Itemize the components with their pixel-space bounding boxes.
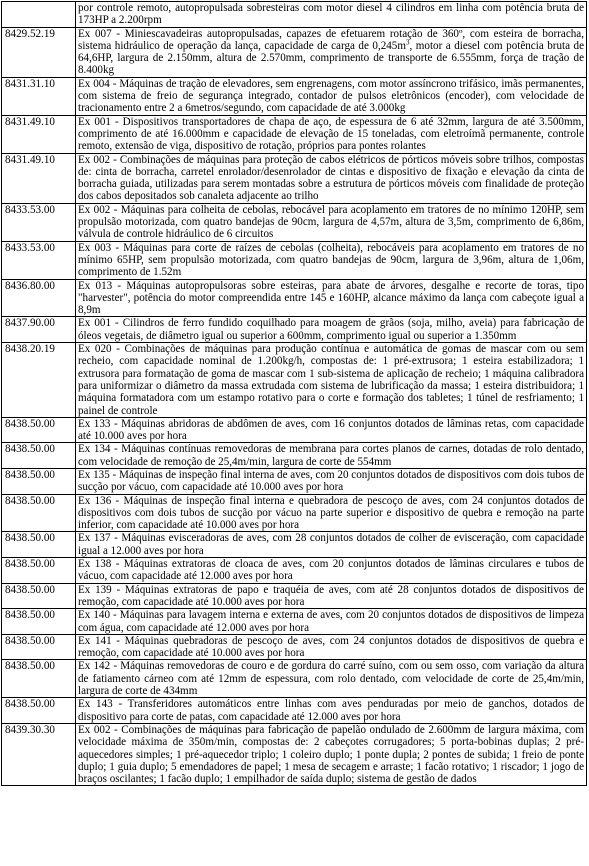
item-description-part: Ex 007 - Miniescavadeiras autopropulsadas, capazes de efetuarem rotação de 360º, com esteira de borracha, sistema hidráulico de operação da lança, capacidade de carga de 0,245m — [78, 27, 584, 52]
ncm-code: 8436.80.00 — [2, 279, 76, 317]
table-row — [2, 153, 587, 203]
table-row — [2, 660, 587, 698]
table-row — [2, 634, 587, 660]
tariff-document — [1, 1, 587, 786]
item-description: Ex 002 - Combinações de máquinas para proteção de cabos elétricos de pórticos móveis sobre trilhos, compostas de: cinta de borracha, carretel enrolador/desenrolador de cintas e dispositivo de fixação e elevação da cinta de borracha guiada, utilizadas para serem montadas sobre a estrutura de pórticos móveis com finalidade de proteção dos cabos depositados sob canaleta adjacente ao trilho — [76, 153, 587, 203]
item-description: Ex 138 - Máquinas extratoras de cloaca de aves, com 20 conjuntos dotados de lâminas circulares e tubos de vácuo, com capacidade até 12.000 aves por hora — [76, 558, 587, 584]
ncm-code: 8433.53.00 — [2, 203, 76, 241]
item-description: Ex 004 - Máquinas de tração de elevadores, sem engrenagens, com motor assíncrono trifásico, imãs permanentes, com sistema de freio de segurança integrado, contador de pulsos eletrônicos (encoder), com velocidade de tracionamento entre 2 a 6metros/segundo, com capacidade de até 3.000kg — [76, 77, 587, 115]
item-description: Ex 139 - Máquinas extratoras de papo e traquéia de aves, com até 28 conjuntos dotados de dispositivos de remoção, com capacidade até 10.000 aves por hora — [76, 583, 587, 609]
item-description: Ex 002 - Combinações de máquinas para fabricação de papelão ondulado de 2.600mm de largura máxima, com velocidade máxima de 350m/min, compostas de: 2 cabeçotes corrugadores; 5 porta-bobinas duplas; 2 pré-aquecedores simples; 1 pré-aquecedor triplo; 1 coleiro duplo; 1 ponte dupla; 2 pontes de subida; 1 freio de ponte duplo; 1 guia duplo; 5 emendadores de papel; 1 mesa de secagem e arraste; 1 facão rotativo; 1 riscador; 1 jogo de braços oscilantes; 1 facão duplo; 1 empilhador de saída duplo; sistema de gestão de dados — [76, 723, 587, 785]
tariff-table — [1, 1, 587, 786]
table-row — [2, 468, 587, 494]
table-row — [2, 532, 587, 558]
table-row — [2, 723, 587, 785]
item-description: Ex 020 - Combinações de máquinas para produção contínua e automática de gomas de mascar com ou sem recheio, com capacidade nominal de 1.200kg/h, compostas de: 1 pré-extrusora; 1 esteira estabilizadora; 1 extrusora para formatação de goma de mascar com 1 sub-sistema de aplicação de recheio; 1 máquina calibradora para uniformizar o diâmetro da massa extrudada com sistema de lubrificação da massa; 1 esteira distribuidora; 1 máquina formatadora com um estampo rotativo para o corte e formação dos tabletes; 1 túnel de resfriamento; 1 painel de controle — [76, 343, 587, 418]
item-description: Ex 143 - Transferidores automáticos entre linhas com aves penduradas por meio de ganchos, dotados de dispositivo para corte de patas, com capacidade até 12.000 aves por hora — [76, 698, 587, 724]
ncm-code: 8438.50.00 — [2, 558, 76, 584]
ncm-code: 8429.52.19 — [2, 27, 76, 77]
superscript-exponent: 3 — [406, 38, 410, 47]
table-row — [2, 241, 587, 279]
ncm-code: 8439.30.30 — [2, 723, 76, 785]
table-row — [2, 203, 587, 241]
item-description: Ex 003 - Máquinas para corte de raízes de cebolas (colheita), rebocáveis para acoplamento em tratores de no mínimo 65HP, sem propulsão motorizada, com quatro bandejas de 90cm, largura de 3,96m, altura de 1,06m, comprimento de 1.52m — [76, 241, 587, 279]
item-description — [76, 27, 587, 77]
item-description: Ex 137 - Máquinas evisceradoras de aves, com 28 conjuntos dotados de colher de evisceração, com capacidade igual a 12.000 aves por hora — [76, 532, 587, 558]
table-row — [2, 494, 587, 532]
ncm-code: 8438.50.00 — [2, 698, 76, 724]
table-row — [2, 27, 587, 77]
table-row — [2, 558, 587, 584]
ncm-code: 8438.50.00 — [2, 583, 76, 609]
table-row — [2, 343, 587, 418]
ncm-code: 8438.50.00 — [2, 443, 76, 469]
item-description: Ex 002 - Máquinas para colheita de cebolas, rebocável para acoplamento em tratores de no mínimo 120HP, sem propulsão motorizada, com quatro bandejas de 90cm, largura de 4,57m, altura de 3,5m, comprimento de 6,86m, válvula de controle hidráulico de 6 circuitos — [76, 203, 587, 241]
table-row — [2, 317, 587, 343]
item-description: Ex 135 - Máquinas de inspeção final interna de aves, com 20 conjuntos dotados de dispositivos com dois tubos de sucção por vácuo, com capacidade até 10.000 aves por hora — [76, 468, 587, 494]
item-description: por controle remoto, autopropulsada sobresteiras com motor diesel 4 cilindros em linha com potência bruta de 173HP a 2.200rpm — [76, 2, 587, 28]
ncm-code: 8438.50.00 — [2, 532, 76, 558]
ncm-code: 8438.50.00 — [2, 494, 76, 532]
item-description: Ex 136 - Máquinas de inspeção final interna e quebradora de pescoço de aves, com 24 conjuntos dotados de dispositivos com dois tubos de sucção por vácuo na parte superior e dispositivo de quebra e remoção na parte inferior, com capacidade até 10.000 aves por hora — [76, 494, 587, 532]
ncm-code: 8437.90.00 — [2, 317, 76, 343]
table-row — [2, 443, 587, 469]
table-row — [2, 698, 587, 724]
item-description: Ex 142 - Máquinas removedoras de couro e de gordura do carré suíno, com ou sem osso, com variação da altura de fatiamento cárneo com até 12mm de espessura, com rolo dentado, com velocidade de corte de 25,4m/min, largura de corte de 434mm — [76, 660, 587, 698]
table-row — [2, 609, 587, 635]
table-row — [2, 583, 587, 609]
item-description: Ex 001 - Dispositivos transportadores de chapa de aço, de espessura de 6 até 32mm, largura de até 3.500mm, comprimento de até 16.000mm e capacidade de elevação de 15 toneladas, com eletroímã permanente, controle remoto, extensão de viga, dispositivo de rotação, próprios para pontes rolantes — [76, 115, 587, 153]
table-row — [2, 2, 587, 28]
ncm-code: 8431.31.10 — [2, 77, 76, 115]
ncm-code: 8431.49.10 — [2, 115, 76, 153]
ncm-code — [2, 2, 76, 28]
ncm-code: 8438.50.00 — [2, 468, 76, 494]
item-description: Ex 133 - Máquinas abridoras de abdômen de aves, com 16 conjuntos dotados de lâminas retas, com capacidade até 10.000 aves por hora — [76, 417, 587, 443]
item-description: Ex 001 - Cilindros de ferro fundido coquilhado para moagem de grãos (soja, milho, aveia) para fabricação de óleos vegetais, de diâmetro igual ou superior a 600mm, comprimento igual ou superior a 1.350mm — [76, 317, 587, 343]
ncm-code: 8438.20.19 — [2, 343, 76, 418]
ncm-code: 8438.50.00 — [2, 634, 76, 660]
table-row — [2, 115, 587, 153]
item-description: Ex 013 - Máquinas autopropulsoras sobre esteiras, para abate de árvores, desgalhe e recorte de toras, tipo "harvester", potência do motor compreendida entre 145 e 160HP, alcance máximo da lança com cabeçote igual a 8,9m — [76, 279, 587, 317]
table-row — [2, 417, 587, 443]
item-description: Ex 140 - Máquinas para lavagem interna e externa de aves, com 20 conjuntos dotados de dispositivos de limpeza com água, com capacidade até 12.000 aves por hora — [76, 609, 587, 635]
item-description: Ex 134 - Máquinas contínuas removedoras de membrana para cortes planos de carnes, dotadas de rolo dentado, com velocidade de remoção de 25,4m/min, largura de corte de 554mm — [76, 443, 587, 469]
ncm-code: 8438.50.00 — [2, 609, 76, 635]
ncm-code: 8438.50.00 — [2, 417, 76, 443]
ncm-code: 8433.53.00 — [2, 241, 76, 279]
ncm-code: 8438.50.00 — [2, 660, 76, 698]
table-row — [2, 77, 587, 115]
item-description: Ex 141 - Máquinas quebradoras de pescoço de aves, com 24 conjuntos dotados de dispositivos de quebra e remoção, com capacidade até 10.000 aves por hora — [76, 634, 587, 660]
item-description-part: , motor a diesel com potência bruta de 64,6HP, largura de 2.150mm, altura de 2.570mm, comprimento de transporte de 6.555mm, força de tração de 8.400kg — [78, 39, 584, 77]
ncm-code: 8431.49.10 — [2, 153, 76, 203]
table-row — [2, 279, 587, 317]
